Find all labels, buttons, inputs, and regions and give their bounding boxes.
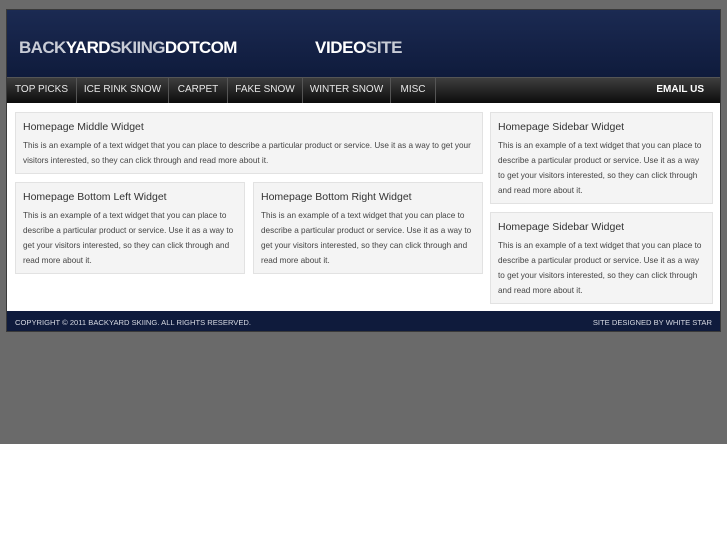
widget-middle-text: This is an example of a text widget that you can place to describe a particular product or service. Use it as a way to get your visitors interested, so they can click through and read more about it. — [23, 141, 471, 165]
widget-sidebar-2-text: This is an example of a text widget that you can place to describe a particular product or service. Use it as a way to get your visitors interested, so they can click through and read more about it. — [498, 241, 702, 295]
footer-credit-link[interactable]: SITE DESIGNED BY WHITE STAR — [592, 318, 712, 327]
logo-text-skiing: SKIING — [109, 38, 165, 57]
site-container — [6, 9, 721, 332]
logo-text-dotcom: DOTCOM — [164, 38, 237, 57]
site-footer — [7, 311, 720, 332]
widget-sidebar-2-title: Homepage Sidebar Widget — [498, 221, 625, 233]
subtitle-video: VIDEO — [315, 38, 366, 57]
nav-item-fake-snow[interactable]: FAKE SNOW — [228, 78, 303, 103]
nav-item-ice-rink-snow[interactable]: ICE RINK SNOW — [77, 78, 169, 103]
nav-item-carpet[interactable]: CARPET — [169, 78, 228, 103]
site-header — [7, 10, 720, 77]
logo-text-back: BACK — [19, 38, 66, 57]
widget-middle — [15, 112, 483, 174]
widget-sidebar-1 — [490, 112, 713, 204]
logo-text-yard: YARD — [65, 38, 110, 57]
widget-bottom-right-title: Homepage Bottom Right Widget — [261, 191, 412, 203]
site-subtitle — [315, 38, 402, 58]
widget-sidebar-1-title: Homepage Sidebar Widget — [498, 121, 625, 133]
widget-bottom-left-title: Homepage Bottom Left Widget — [23, 191, 167, 203]
main-nav — [7, 77, 720, 103]
widget-bottom-right-text: This is an example of a text widget that you can place to describe a particular product or service. Use it as a way to get your visitors interested, so they can click through and read more about it. — [261, 211, 472, 265]
nav-item-misc[interactable]: MISC — [391, 78, 436, 103]
widget-bottom-left-text: This is an example of a text widget that you can place to describe a particular product or service. Use it as a way to get your visitors interested, so they can click through and read more about it. — [23, 211, 234, 265]
footer-copyright: COPYRIGHT © 2011 BACKYARD SKIING. ALL RIGHTS RESERVED. — [15, 318, 252, 327]
site-logo[interactable] — [19, 38, 237, 58]
widget-middle-title: Homepage Middle Widget — [23, 121, 144, 133]
nav-item-top-picks[interactable]: TOP PICKS — [7, 78, 77, 103]
nav-item-winter-snow[interactable]: WINTER SNOW — [303, 78, 391, 103]
widget-sidebar-1-text: This is an example of a text widget that you can place to describe a particular product or service. Use it as a way to get your visitors interested, so they can click through and read more about it. — [498, 141, 702, 195]
widget-bottom-right — [253, 182, 483, 274]
subtitle-site: SITE — [365, 38, 403, 57]
widget-sidebar-2 — [490, 212, 713, 304]
nav-email-us[interactable]: EMAIL US — [656, 84, 704, 95]
widget-bottom-left — [15, 182, 245, 274]
